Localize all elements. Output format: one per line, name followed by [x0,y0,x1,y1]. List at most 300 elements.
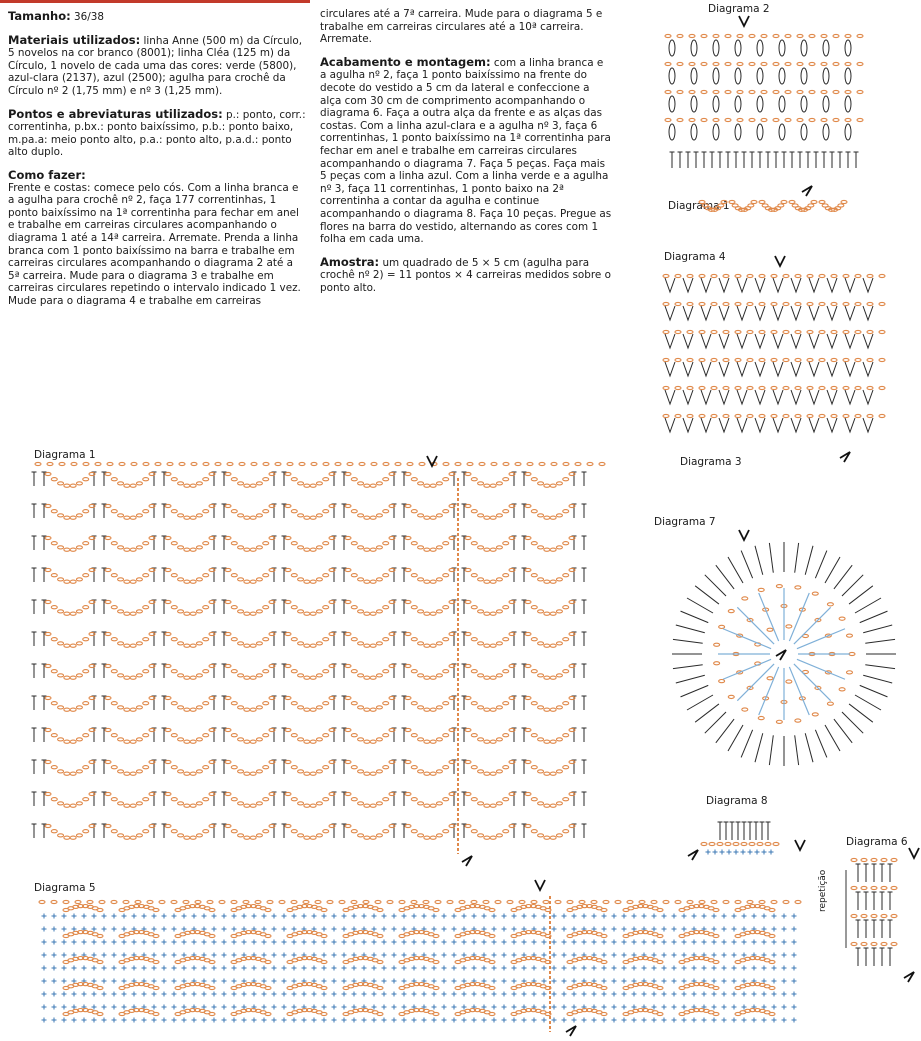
chain-stitch-symbol [405,568,411,571]
chain-stitch-symbol [465,792,471,795]
chain-stitch-symbol [503,574,509,577]
chain-stitch-symbol [376,674,382,677]
chain-stitch-symbol [723,358,729,361]
how-title: Como fazer: [8,167,86,182]
chain-stitch-symbol [821,34,827,37]
chain-stitch-symbol [443,734,449,737]
chain-stitch-symbol [298,706,304,709]
chain-stitch-symbol [587,462,593,465]
chain-stitch-symbol [699,414,705,417]
v-stitch-symbol [791,362,801,376]
chain-stitch-symbol [178,802,184,805]
chain-stitch-symbol [839,688,845,691]
chain-stitch-symbol [795,330,801,333]
chain-stitch-symbol [263,830,269,833]
chain-stitch-symbol [130,516,136,519]
chain-stitch-symbol [423,900,429,903]
chain-stitch-symbol [190,708,196,711]
chain-stitch-symbol [196,514,202,517]
chain-stitch-symbol [178,770,184,773]
chain-stitch-symbol [251,462,257,465]
chain-stitch-symbol [759,302,765,305]
chain-stitch-symbol [310,644,316,647]
chain-stitch-symbol [304,804,310,807]
chain-stitch-symbol [544,836,550,839]
radial-stitch-symbol [676,625,705,633]
chain-stitch-symbol [544,612,550,615]
chain-stitch-symbol [58,642,64,645]
chain-stitch-symbol [496,802,502,805]
chain-stitch-symbol [165,632,171,635]
radial-stitch-symbol [716,719,734,743]
chain-stitch-symbol [323,606,329,609]
chain-stitch-symbol [459,900,465,903]
chain-stitch-symbol [465,696,471,699]
chain-stitch-symbol [519,900,525,903]
chain-stitch-symbol [64,708,70,711]
chain-stitch-symbol [345,760,351,763]
chain-stitch-symbol [203,478,209,481]
chain-stitch-symbol [358,642,364,645]
chain-stitch-symbol [58,834,64,837]
v-stitch-symbol [737,278,747,292]
chain-stitch-symbol [436,674,442,677]
chain-stitch-symbol [351,478,357,481]
chain-stitch-symbol [471,606,477,609]
cluster-symbol [713,68,719,84]
chain-stitch-symbol [471,638,477,641]
diagram-3-label: Diagrama 3 [680,456,742,468]
chain-stitch-symbol [70,516,76,519]
chain-stitch-symbol [351,702,357,705]
chain-stitch-symbol [351,510,357,513]
chain-stitch-symbol [118,610,124,613]
chain-stitch-symbol [735,274,741,277]
chain-stitch-symbol [130,484,136,487]
v-stitch-symbol [827,362,837,376]
chain-stitch-symbol [136,514,142,517]
chain-stitch-symbol [364,484,370,487]
cluster-symbol [669,40,675,56]
chain-stitch-symbol [503,478,509,481]
chain-stitch-symbol [867,358,873,361]
chain-stitch-symbol [351,670,357,673]
chain-stitch-symbol [525,632,531,635]
chain-stitch-symbol [265,1012,271,1015]
chain-stitch-symbol [376,578,382,581]
chain-stitch-symbol [601,960,607,963]
chain-stitch-symbol [433,1012,439,1015]
chain-stitch-symbol [424,836,430,839]
direction-arrow [739,530,749,540]
v-stitch-symbol [809,306,819,320]
chain-stitch-symbol [503,606,509,609]
chain-stitch-symbol [507,900,513,903]
chain-stitch-symbol [773,118,779,121]
chain-stitch-symbol [64,548,70,551]
chain-stitch-symbol [124,612,130,615]
chain-stitch-symbol [465,760,471,763]
chain-stitch-symbol [376,706,382,709]
chain-stitch-symbol [51,574,57,577]
chain-stitch-symbol [735,900,741,903]
v-stitch-symbol [701,418,711,432]
chain-stitch-symbol [436,610,442,613]
v-stitch-symbol [719,390,729,404]
chain-stitch-symbol [843,358,849,361]
chain-stitch-symbol [339,900,345,903]
size-value: 36/38 [70,11,104,23]
radial-stitch-symbol [865,639,895,643]
v-stitch-symbol [791,418,801,432]
chain-stitch-symbol [376,770,382,773]
radial-stitch-symbol [849,704,873,722]
chain-stitch-symbol [225,728,231,731]
chain-stitch-symbol [538,834,544,837]
inner-stitch-symbol [797,659,845,679]
cluster-symbol [735,96,741,112]
radial-stitch-symbol [769,543,773,573]
chain-stitch-symbol [304,548,310,551]
chain-stitch-symbol [383,462,389,465]
chain-stitch-symbol [471,702,477,705]
chain-stitch-symbol [465,504,471,507]
chain-stitch-symbol [443,798,449,801]
chain-stitch-symbol [855,302,861,305]
chain-stitch-symbol [256,642,262,645]
chain-stitch-symbol [70,772,76,775]
chain-stitch-symbol [701,90,707,93]
chain-stitch-symbol [285,472,291,475]
chain-stitch-symbol [275,462,281,465]
chain-stitch-symbol [733,842,739,845]
chain-stitch-symbol [879,414,885,417]
chain-stitch-symbol [178,578,184,581]
chain-stitch-symbol [809,90,815,93]
chain-stitch-symbol [430,676,436,679]
chain-stitch-symbol [165,696,171,699]
chain-stitch-symbol [76,834,82,837]
chain-stitch-symbol [821,118,827,121]
chain-stitch-symbol [298,610,304,613]
chain-stitch-symbol [256,514,262,517]
chain-stitch-symbol [881,886,887,889]
chain-stitch-symbol [783,274,789,277]
chain-stitch-symbol [196,802,202,805]
chain-stitch-symbol [538,738,544,741]
repeat-label: repetição [818,869,828,912]
chain-stitch-symbol [550,484,556,487]
chain-stitch-symbol [136,482,142,485]
chain-stitch-symbol [124,548,130,551]
chain-stitch-symbol [663,900,669,903]
v-stitch-symbol [737,334,747,348]
chain-stitch-symbol [196,642,202,645]
radial-stitch-symbol [863,675,892,683]
v-stitch-symbol [665,334,675,348]
chain-stitch-symbol [83,702,89,705]
chain-stitch-symbol [321,960,327,963]
chain-stitch-symbol [231,766,237,769]
chain-stitch-symbol [808,204,814,207]
chain-stitch-symbol [871,858,877,861]
v-stitch-symbol [773,418,783,432]
chain-stitch-symbol [227,462,233,465]
diagram-5-label: Diagrama 5 [34,882,96,894]
chain-stitch-symbol [358,834,364,837]
chain-stitch-symbol [531,798,537,801]
chain-stitch-symbol [359,462,365,465]
chain-stitch-symbol [759,900,765,903]
v-stitch-symbol [863,306,873,320]
chain-stitch-symbol [471,574,477,577]
chain-stitch-symbol [225,600,231,603]
chain-stitch-symbol [797,90,803,93]
chain-stitch-symbol [675,358,681,361]
chain-stitch-symbol [556,642,562,645]
chain-stitch-symbol [563,542,569,545]
chain-stitch-symbol [136,706,142,709]
chain-stitch-symbol [105,696,111,699]
chain-stitch-symbol [531,638,537,641]
points-paragraph [8,108,306,159]
chain-stitch-symbol [143,462,149,465]
v-stitch-symbol [863,390,873,404]
chain-stitch-symbol [471,900,477,903]
chain-stitch-symbol [550,804,556,807]
v-stitch-symbol [683,306,693,320]
chain-stitch-symbol [544,804,550,807]
chain-stitch-symbol [677,34,683,37]
chain-stitch-symbol [525,536,531,539]
chain-stitch-symbol [735,302,741,305]
chain-stitch-symbol [443,606,449,609]
chain-stitch-symbol [190,836,196,839]
chain-stitch-symbol [76,706,82,709]
chain-stitch-symbol [118,834,124,837]
chain-stitch-symbol [124,676,130,679]
chain-stitch-symbol [405,728,411,731]
chain-stitch-symbol [749,118,755,121]
chain-stitch-symbol [244,580,250,583]
chain-stitch-symbol [556,674,562,677]
radial-stitch-symbol [815,551,826,579]
chain-stitch-symbol [747,386,753,389]
chain-stitch-symbol [190,548,196,551]
chain-stitch-symbol [225,664,231,667]
chain-stitch-symbol [411,670,417,673]
chain-stitch-symbol [64,612,70,615]
cluster-symbol [669,68,675,84]
chain-stitch-symbol [358,802,364,805]
chain-stitch-symbol [291,830,297,833]
chain-stitch-symbol [809,62,815,65]
chain-stitch-symbol [465,536,471,539]
chain-stitch-symbol [153,960,159,963]
chain-stitch-symbol [345,632,351,635]
chain-stitch-symbol [196,770,202,773]
chain-stitch-symbol [118,770,124,773]
chain-stitch-symbol [846,634,852,637]
chain-stitch-symbol [663,302,669,305]
v-stitch-symbol [773,334,783,348]
chain-stitch-symbol [723,900,729,903]
chain-stitch-symbol [225,696,231,699]
chain-stitch-symbol [539,462,545,465]
chain-stitch-symbol [749,34,755,37]
chain-stitch-symbol [111,670,117,673]
chain-stitch-symbol [759,414,765,417]
chain-stitch-symbol [563,734,569,737]
chain-stitch-symbol [316,578,322,581]
chain-stitch-symbol [797,62,803,65]
cluster-symbol [691,124,697,140]
chain-stitch-symbol [538,610,544,613]
chain-stitch-symbol [321,1012,327,1015]
cluster-symbol [845,124,851,140]
chain-stitch-symbol [699,330,705,333]
chain-stitch-symbol [556,802,562,805]
chain-stitch-symbol [124,484,130,487]
chain-stitch-symbol [675,386,681,389]
chain-stitch-symbol [879,302,885,305]
chain-stitch-symbol [495,900,501,903]
chain-stitch-symbol [225,632,231,635]
chain-stitch-symbol [64,484,70,487]
chain-stitch-symbol [377,1012,383,1015]
chain-stitch-symbol [171,702,177,705]
chain-stitch-symbol [725,842,731,845]
chain-stitch-symbol [689,62,695,65]
v-stitch-symbol [827,418,837,432]
radial-stitch-symbol [705,575,726,596]
chain-stitch-symbol [190,772,196,775]
chain-stitch-symbol [855,358,861,361]
chain-stitch-symbol [496,674,502,677]
chain-stitch-symbol [827,702,833,705]
chain-stitch-symbol [316,610,322,613]
chain-stitch-symbol [418,770,424,773]
chain-stitch-symbol [857,34,863,37]
chain-stitch-symbol [663,330,669,333]
chain-stitch-symbol [563,670,569,673]
cluster-symbol [757,68,763,84]
chain-stitch-symbol [871,886,877,889]
chain-stitch-symbol [821,62,827,65]
v-stitch-symbol [737,306,747,320]
chain-stitch-symbol [484,644,490,647]
chain-stitch-symbol [443,670,449,673]
chain-stitch-symbol [490,484,496,487]
diagram-2-chart [662,16,870,216]
chain-stitch-symbol [735,414,741,417]
direction-arrow [427,456,437,466]
chain-stitch-symbol [879,274,885,277]
chain-stitch-symbol [786,680,792,683]
cluster-symbol [801,68,807,84]
chain-stitch-symbol [244,740,250,743]
chain-stitch-symbol [531,510,537,513]
chain-stitch-symbol [491,462,497,465]
chain-stitch-symbol [99,900,105,903]
chain-stitch-symbol [689,90,695,93]
diagram-2-label: Diagrama 2 [708,3,770,15]
chain-stitch-symbol [124,772,130,775]
cluster-symbol [735,40,741,56]
v-stitch-symbol [755,334,765,348]
chain-stitch-symbol [377,908,383,911]
chain-stitch-symbol [285,792,291,795]
chain-stitch-symbol [263,542,269,545]
chain-stitch-symbol [657,908,663,911]
chain-stitch-symbol [771,274,777,277]
chain-stitch-symbol [83,638,89,641]
chain-stitch-symbol [556,834,562,837]
chain-stitch-symbol [405,792,411,795]
chain-stitch-symbol [298,514,304,517]
chain-stitch-symbol [345,568,351,571]
chain-stitch-symbol [701,62,707,65]
chain-stitch-symbol [171,766,177,769]
radial-stitch-symbol [795,543,799,573]
chain-stitch-symbol [436,514,442,517]
chain-stitch-symbol [70,484,76,487]
chain-stitch-symbol [171,542,177,545]
chain-stitch-symbol [263,734,269,737]
chain-stitch-symbol [178,642,184,645]
chain-stitch-symbol [298,802,304,805]
chain-stitch-symbol [795,358,801,361]
v-stitch-symbol [737,390,747,404]
chain-stitch-symbol [436,834,442,837]
chain-stitch-symbol [298,770,304,773]
inner-stitch-symbol [723,659,771,679]
chain-stitch-symbol [484,708,490,711]
chain-stitch-symbol [443,638,449,641]
chain-stitch-symbol [250,804,256,807]
chain-stitch-symbol [143,510,149,513]
chain-stitch-symbol [737,34,743,37]
chain-stitch-symbol [155,462,161,465]
chain-stitch-symbol [812,592,818,595]
chain-stitch-symbol [153,1012,159,1015]
chain-stitch-symbol [196,834,202,837]
chain-stitch-symbol [857,90,863,93]
inner-stitch-symbol [759,667,779,715]
chain-stitch-symbol [418,610,424,613]
chain-stitch-symbol [785,118,791,121]
chain-stitch-symbol [783,330,789,333]
chain-stitch-symbol [203,510,209,513]
v-stitch-symbol [827,390,837,404]
chain-stitch-symbol [196,610,202,613]
chain-stitch-symbol [758,716,764,719]
chain-stitch-symbol [370,612,376,615]
chain-stitch-symbol [178,546,184,549]
v-stitch-symbol [773,362,783,376]
chain-stitch-symbol [807,330,813,333]
chain-stitch-symbol [383,798,389,801]
chain-stitch-symbol [563,462,569,465]
chain-stitch-symbol [250,644,256,647]
chain-stitch-symbol [250,676,256,679]
chain-stitch-symbol [250,772,256,775]
chain-stitch-symbol [769,1012,775,1015]
chain-stitch-symbol [136,610,142,613]
v-stitch-symbol [665,362,675,376]
chain-stitch-symbol [443,510,449,513]
chain-stitch-symbol [484,772,490,775]
